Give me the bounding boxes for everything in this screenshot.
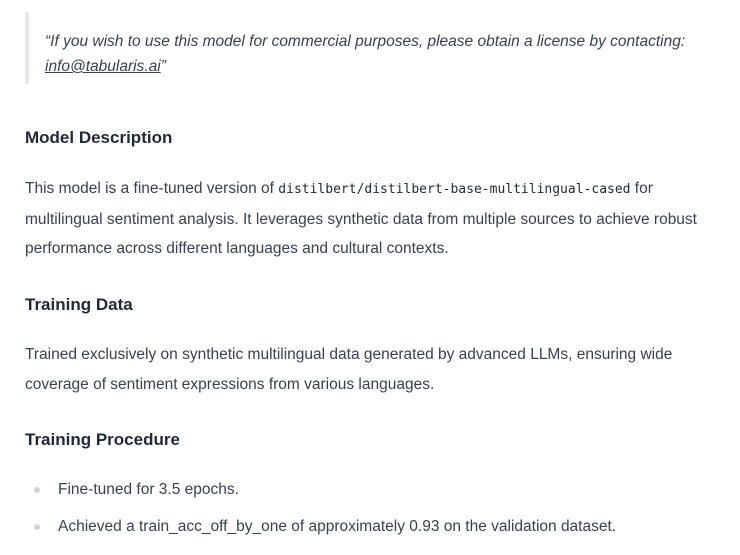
bullet-icon [34, 524, 40, 530]
list-item [25, 479, 730, 516]
training-procedure-heading: Training Procedure [25, 430, 180, 449]
model-description-text [25, 174, 730, 264]
list-item-text: Fine-tuned for 3.5 epochs. [58, 481, 239, 498]
model-description-heading: Model Description [25, 128, 173, 147]
license-quote-closing: ” [160, 58, 166, 75]
model-description-text-after: for multilingual sentiment analysis. It leverages synthetic data from multiple sources to achieve robust performance across different languages and cultural contexts. [25, 180, 697, 257]
license-quote [25, 12, 735, 84]
model-description-text-before: This model is a fine-tuned version of [25, 180, 279, 197]
base-model-code: distilbert/distilbert-base-multilingual-cased [278, 182, 631, 197]
bullet-icon [34, 487, 40, 493]
license-email-link[interactable]: info@tabularis.ai [45, 58, 161, 75]
list-item [25, 516, 730, 553]
list-item-text: Achieved a train_acc_off_by_one of approximately 0.93 on the validation dataset. [58, 518, 617, 535]
training-procedure-list [25, 479, 730, 553]
training-data-heading: Training Data [25, 295, 133, 314]
license-quote-text: “If you wish to use this model for commercial purposes, please obtain a license by contacting: [45, 33, 686, 50]
training-data-text: Trained exclusively on synthetic multilingual data generated by advanced LLMs, ensuring wide coverage of sentiment expressions from various languages. [25, 346, 673, 393]
